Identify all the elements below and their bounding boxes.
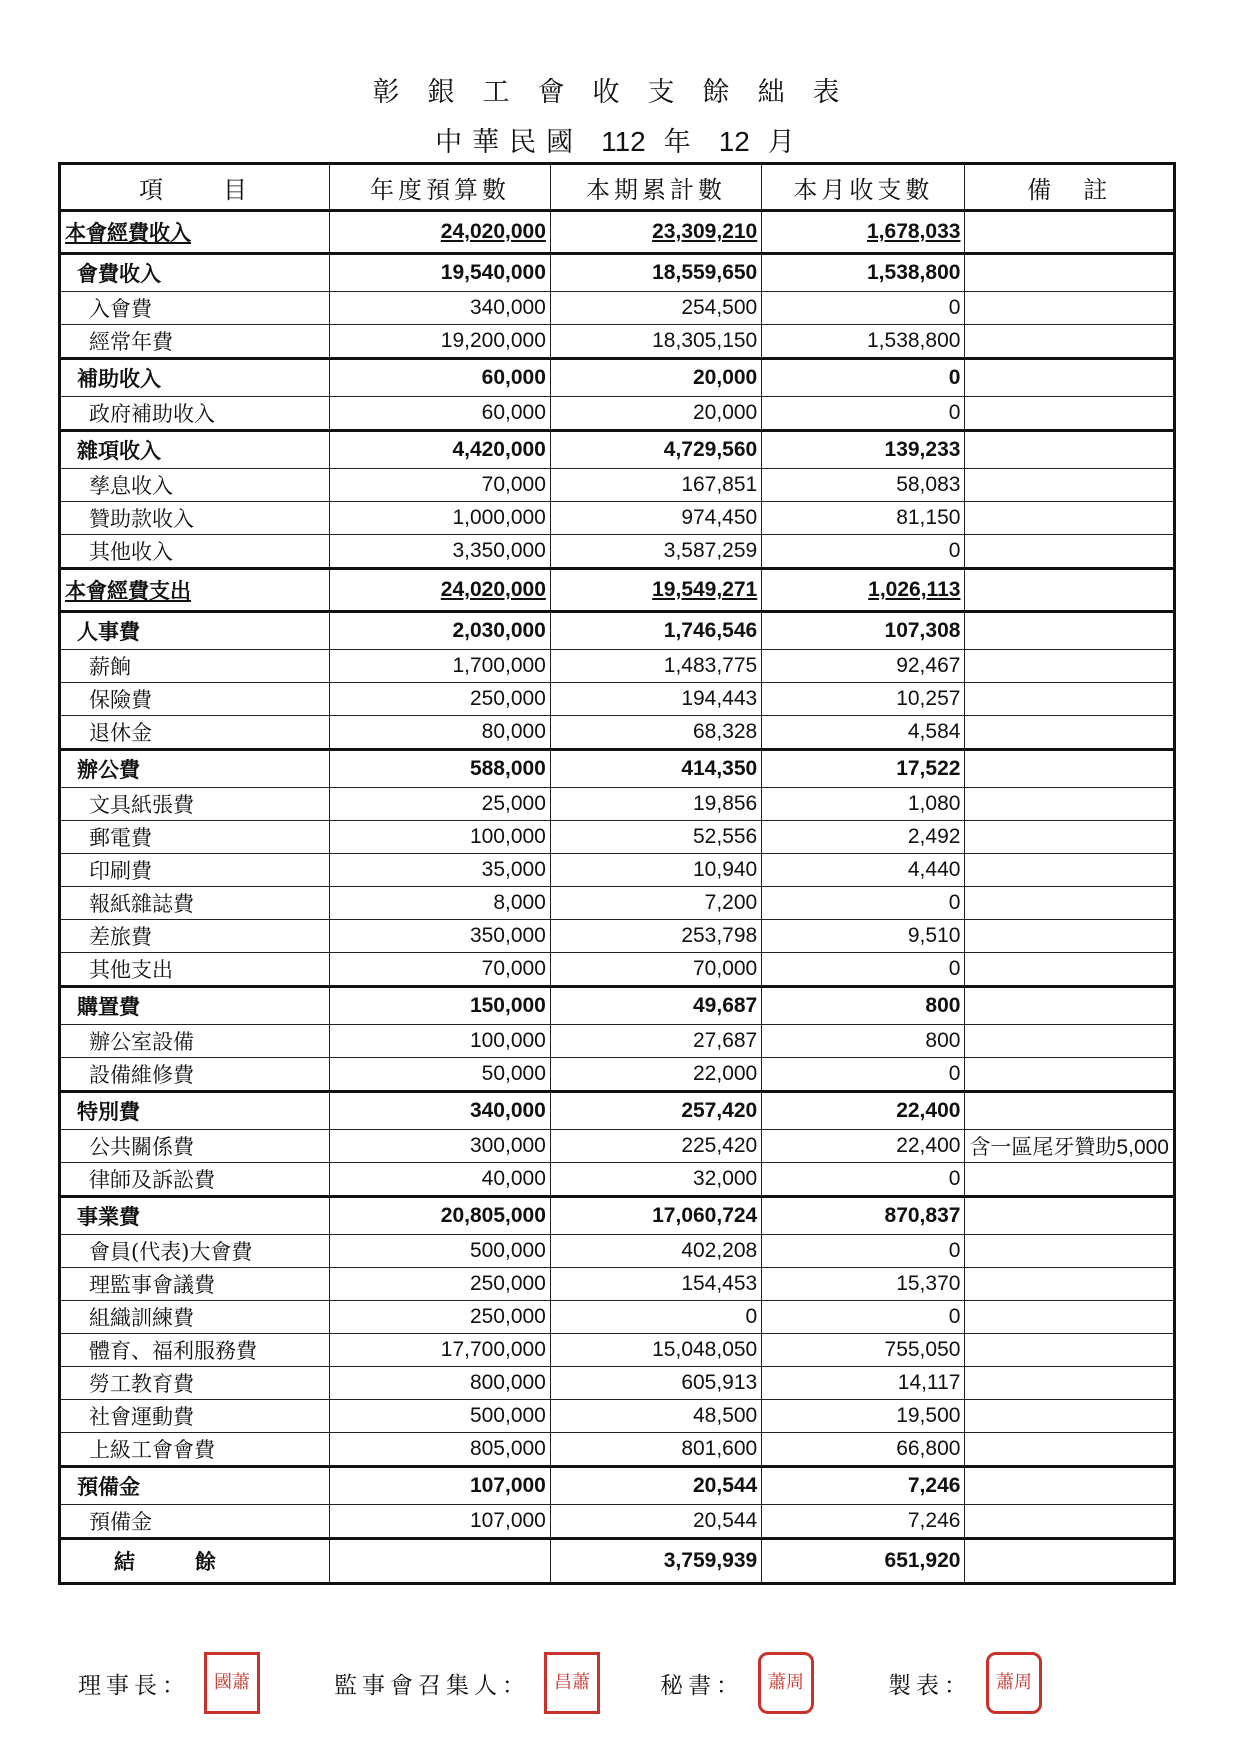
row-note	[965, 683, 1175, 716]
signature-secretary	[660, 1652, 814, 1714]
row-item-name: 律師及訴訟費	[60, 1163, 330, 1197]
column-header-cumulative: 本期累計數	[550, 164, 761, 211]
row-cumulative: 18,559,650	[550, 254, 761, 292]
row-budget: 70,000	[330, 469, 551, 502]
row-budget: 35,000	[330, 854, 551, 887]
document-period	[0, 120, 1240, 159]
row-item-name: 印刷費	[60, 854, 330, 887]
row-item-name: 入會費	[60, 292, 330, 325]
row-cumulative: 20,000	[550, 359, 761, 397]
row-cumulative: 254,500	[550, 292, 761, 325]
table-row	[60, 469, 1175, 502]
row-monthly: 0	[762, 359, 965, 397]
row-item-name: 預備金	[60, 1505, 330, 1539]
document-title: 彰銀工會收支餘絀表	[372, 77, 868, 108]
section-row	[60, 359, 1175, 397]
row-note	[965, 788, 1175, 821]
row-item-name: 其他收入	[60, 535, 330, 569]
row-budget: 300,000	[330, 1130, 551, 1163]
table-row	[60, 854, 1175, 887]
row-cumulative: 32,000	[550, 1163, 761, 1197]
section-row	[60, 1197, 1175, 1235]
seal-stamp: 蕭周	[986, 1652, 1042, 1714]
row-budget: 1,700,000	[330, 650, 551, 683]
row-budget: 25,000	[330, 788, 551, 821]
row-item-name: 文具紙張費	[60, 788, 330, 821]
row-budget: 100,000	[330, 821, 551, 854]
row-budget: 250,000	[330, 683, 551, 716]
row-budget: 4,420,000	[330, 431, 551, 469]
row-monthly: 0	[762, 1235, 965, 1268]
row-item-name: 結餘	[60, 1539, 330, 1584]
row-budget: 80,000	[330, 716, 551, 750]
row-item-name: 特別費	[60, 1092, 330, 1130]
section-row	[60, 569, 1175, 612]
row-note	[965, 650, 1175, 683]
row-monthly: 0	[762, 397, 965, 431]
row-monthly: 66,800	[762, 1433, 965, 1467]
row-cumulative: 3,587,259	[550, 535, 761, 569]
row-item-name: 人事費	[60, 612, 330, 650]
row-budget: 588,000	[330, 750, 551, 788]
table-row	[60, 788, 1175, 821]
table-row	[60, 1130, 1175, 1163]
table-row	[60, 650, 1175, 683]
section-row	[60, 1092, 1175, 1130]
row-budget: 500,000	[330, 1235, 551, 1268]
row-item-name: 報紙雜誌費	[60, 887, 330, 920]
table-row	[60, 920, 1175, 953]
row-monthly: 58,083	[762, 469, 965, 502]
year-value: 112	[601, 126, 646, 157]
row-monthly: 1,080	[762, 788, 965, 821]
seal-stamp: 昌蕭	[544, 1652, 600, 1714]
row-item-name: 事業費	[60, 1197, 330, 1235]
row-item-name: 預備金	[60, 1467, 330, 1505]
row-note	[965, 953, 1175, 987]
section-row	[60, 987, 1175, 1025]
row-note	[965, 569, 1175, 612]
column-header-budget: 年度預算數	[330, 164, 551, 211]
row-monthly: 800	[762, 987, 965, 1025]
table-row	[60, 1235, 1175, 1268]
row-cumulative: 7,200	[550, 887, 761, 920]
row-monthly: 19,500	[762, 1400, 965, 1433]
row-budget: 19,540,000	[330, 254, 551, 292]
row-cumulative: 18,305,150	[550, 325, 761, 359]
row-cumulative: 68,328	[550, 716, 761, 750]
row-monthly: 870,837	[762, 1197, 965, 1235]
row-cumulative: 70,000	[550, 953, 761, 987]
signature-label: 監事會召集人：	[334, 1672, 530, 1699]
row-note	[965, 1058, 1175, 1092]
section-row	[60, 211, 1175, 254]
row-budget: 24,020,000	[330, 211, 551, 254]
row-cumulative: 10,940	[550, 854, 761, 887]
row-cumulative: 154,453	[550, 1268, 761, 1301]
year-unit: 年	[663, 127, 701, 158]
table-row	[60, 1301, 1175, 1334]
row-item-name: 會費收入	[60, 254, 330, 292]
row-budget: 70,000	[330, 953, 551, 987]
row-note	[965, 1367, 1175, 1400]
row-note	[965, 1467, 1175, 1505]
column-header-monthly: 本月收支數	[762, 164, 965, 211]
row-item-name: 本會經費支出	[60, 569, 330, 612]
row-monthly: 1,026,113	[762, 569, 965, 612]
table-row	[60, 683, 1175, 716]
row-monthly: 1,538,800	[762, 254, 965, 292]
row-cumulative: 19,549,271	[550, 569, 761, 612]
row-cumulative: 17,060,724	[550, 1197, 761, 1235]
table-row	[60, 502, 1175, 535]
table-row	[60, 1433, 1175, 1467]
row-cumulative: 414,350	[550, 750, 761, 788]
row-item-name: 政府補助收入	[60, 397, 330, 431]
row-item-name: 其他支出	[60, 953, 330, 987]
row-cumulative: 605,913	[550, 1367, 761, 1400]
section-row	[60, 1467, 1175, 1505]
signature-label: 理事長：	[78, 1672, 190, 1699]
row-budget: 500,000	[330, 1400, 551, 1433]
row-note	[965, 325, 1175, 359]
row-budget: 800,000	[330, 1367, 551, 1400]
row-cumulative: 27,687	[550, 1025, 761, 1058]
row-note	[965, 854, 1175, 887]
row-monthly: 22,400	[762, 1092, 965, 1130]
row-monthly: 2,492	[762, 821, 965, 854]
row-item-name: 勞工教育費	[60, 1367, 330, 1400]
row-monthly: 651,920	[762, 1539, 965, 1584]
row-monthly: 0	[762, 1163, 965, 1197]
row-budget: 60,000	[330, 359, 551, 397]
signature-chairman	[78, 1652, 260, 1714]
table-header-row	[60, 164, 1175, 211]
row-budget: 150,000	[330, 987, 551, 1025]
row-monthly: 755,050	[762, 1334, 965, 1367]
row-budget: 805,000	[330, 1433, 551, 1467]
row-budget: 100,000	[330, 1025, 551, 1058]
row-item-name: 社會運動費	[60, 1400, 330, 1433]
row-item-name: 理監事會議費	[60, 1268, 330, 1301]
row-budget: 17,700,000	[330, 1334, 551, 1367]
row-budget: 3,350,000	[330, 535, 551, 569]
row-item-name: 雜項收入	[60, 431, 330, 469]
row-budget: 107,000	[330, 1467, 551, 1505]
row-monthly: 22,400	[762, 1130, 965, 1163]
row-item-name: 組織訓練費	[60, 1301, 330, 1334]
table-row	[60, 1334, 1175, 1367]
row-monthly: 17,522	[762, 750, 965, 788]
row-note	[965, 1334, 1175, 1367]
row-note	[965, 359, 1175, 397]
table-row	[60, 325, 1175, 359]
row-monthly: 9,510	[762, 920, 965, 953]
row-item-name: 贊助款收入	[60, 502, 330, 535]
row-item-name: 差旅費	[60, 920, 330, 953]
row-note	[965, 1433, 1175, 1467]
row-note	[965, 1197, 1175, 1235]
row-cumulative: 402,208	[550, 1235, 761, 1268]
row-budget: 250,000	[330, 1268, 551, 1301]
row-note	[965, 502, 1175, 535]
row-budget: 60,000	[330, 397, 551, 431]
row-note	[965, 1235, 1175, 1268]
row-item-name: 孳息收入	[60, 469, 330, 502]
income-expense-table	[58, 162, 1176, 1585]
row-item-name: 上級工會會費	[60, 1433, 330, 1467]
row-item-name: 補助收入	[60, 359, 330, 397]
row-budget: 24,020,000	[330, 569, 551, 612]
row-monthly: 1,538,800	[762, 325, 965, 359]
row-item-name: 經常年費	[60, 325, 330, 359]
row-cumulative: 20,544	[550, 1467, 761, 1505]
month-unit: 月	[767, 127, 805, 158]
row-note	[965, 469, 1175, 502]
row-cumulative: 20,544	[550, 1505, 761, 1539]
row-cumulative: 15,048,050	[550, 1334, 761, 1367]
row-monthly: 0	[762, 1058, 965, 1092]
row-item-name: 退休金	[60, 716, 330, 750]
table-row	[60, 1505, 1175, 1539]
row-budget: 2,030,000	[330, 612, 551, 650]
row-monthly: 81,150	[762, 502, 965, 535]
table-row	[60, 953, 1175, 987]
row-cumulative: 801,600	[550, 1433, 761, 1467]
row-budget: 8,000	[330, 887, 551, 920]
row-note	[965, 397, 1175, 431]
row-cumulative: 167,851	[550, 469, 761, 502]
row-note	[965, 292, 1175, 325]
row-monthly: 0	[762, 292, 965, 325]
row-item-name: 公共關係費	[60, 1130, 330, 1163]
seal-stamp: 蕭周	[758, 1652, 814, 1714]
row-monthly: 4,440	[762, 854, 965, 887]
row-budget	[330, 1539, 551, 1584]
row-note	[965, 612, 1175, 650]
row-note: 含一區尾牙贊助5,000	[965, 1130, 1175, 1163]
row-cumulative: 0	[550, 1301, 761, 1334]
row-monthly: 0	[762, 1301, 965, 1334]
row-monthly: 14,117	[762, 1367, 965, 1400]
row-budget: 50,000	[330, 1058, 551, 1092]
row-note	[965, 716, 1175, 750]
row-monthly: 800	[762, 1025, 965, 1058]
table-body	[60, 211, 1175, 1584]
row-item-name: 設備維修費	[60, 1058, 330, 1092]
table-row	[60, 1163, 1175, 1197]
table-row	[60, 1400, 1175, 1433]
row-note	[965, 821, 1175, 854]
month-value: 12	[718, 126, 750, 157]
table-row	[60, 292, 1175, 325]
column-header-note: 備 註	[965, 164, 1175, 211]
row-item-name: 購置費	[60, 987, 330, 1025]
row-budget: 340,000	[330, 292, 551, 325]
row-note	[965, 1539, 1175, 1584]
row-cumulative: 52,556	[550, 821, 761, 854]
section-row	[60, 254, 1175, 292]
row-item-name: 薪餉	[60, 650, 330, 683]
row-monthly: 0	[762, 535, 965, 569]
row-note	[965, 1025, 1175, 1058]
row-note	[965, 920, 1175, 953]
section-row	[60, 612, 1175, 650]
row-note	[965, 750, 1175, 788]
total-row	[60, 1539, 1175, 1584]
section-row	[60, 750, 1175, 788]
row-note	[965, 987, 1175, 1025]
row-cumulative: 257,420	[550, 1092, 761, 1130]
row-note	[965, 1505, 1175, 1539]
row-note	[965, 431, 1175, 469]
era-label: 中華民國	[435, 127, 584, 158]
row-note	[965, 1400, 1175, 1433]
seal-stamp: 國蕭	[204, 1652, 260, 1714]
row-budget: 1,000,000	[330, 502, 551, 535]
table-row	[60, 821, 1175, 854]
row-cumulative: 974,450	[550, 502, 761, 535]
row-budget: 19,200,000	[330, 325, 551, 359]
table-row	[60, 887, 1175, 920]
row-cumulative: 194,443	[550, 683, 761, 716]
row-note	[965, 535, 1175, 569]
row-item-name: 郵電費	[60, 821, 330, 854]
table-row	[60, 397, 1175, 431]
row-note	[965, 887, 1175, 920]
section-row	[60, 431, 1175, 469]
signature-block	[0, 1652, 1240, 1722]
row-cumulative: 225,420	[550, 1130, 761, 1163]
row-note	[965, 1163, 1175, 1197]
row-cumulative: 1,746,546	[550, 612, 761, 650]
row-cumulative: 49,687	[550, 987, 761, 1025]
row-item-name: 辦公費	[60, 750, 330, 788]
table-row	[60, 716, 1175, 750]
row-item-name: 本會經費收入	[60, 211, 330, 254]
row-budget: 250,000	[330, 1301, 551, 1334]
row-cumulative: 1,483,775	[550, 650, 761, 683]
row-monthly: 139,233	[762, 431, 965, 469]
row-monthly: 107,308	[762, 612, 965, 650]
table-row	[60, 1367, 1175, 1400]
signature-label: 秘書：	[660, 1672, 744, 1699]
column-header-item: 項 目	[60, 164, 330, 211]
row-budget: 20,805,000	[330, 1197, 551, 1235]
row-note	[965, 1268, 1175, 1301]
row-note	[965, 254, 1175, 292]
row-cumulative: 23,309,210	[550, 211, 761, 254]
row-item-name: 體育、福利服務費	[60, 1334, 330, 1367]
table-row	[60, 1025, 1175, 1058]
signature-supervisor	[334, 1652, 600, 1714]
row-budget: 340,000	[330, 1092, 551, 1130]
row-budget: 40,000	[330, 1163, 551, 1197]
row-budget: 107,000	[330, 1505, 551, 1539]
row-item-name: 辦公室設備	[60, 1025, 330, 1058]
row-budget: 350,000	[330, 920, 551, 953]
row-cumulative: 19,856	[550, 788, 761, 821]
row-monthly: 1,678,033	[762, 211, 965, 254]
signature-label: 製表：	[888, 1672, 972, 1699]
table-row	[60, 1058, 1175, 1092]
row-cumulative: 48,500	[550, 1400, 761, 1433]
signature-preparer	[888, 1652, 1042, 1714]
row-monthly: 92,467	[762, 650, 965, 683]
row-cumulative: 22,000	[550, 1058, 761, 1092]
row-monthly: 7,246	[762, 1467, 965, 1505]
row-monthly: 0	[762, 953, 965, 987]
table-row	[60, 1268, 1175, 1301]
row-cumulative: 3,759,939	[550, 1539, 761, 1584]
row-note	[965, 1092, 1175, 1130]
row-note	[965, 211, 1175, 254]
row-monthly: 15,370	[762, 1268, 965, 1301]
row-cumulative: 20,000	[550, 397, 761, 431]
row-cumulative: 253,798	[550, 920, 761, 953]
table-row	[60, 535, 1175, 569]
row-item-name: 會員(代表)大會費	[60, 1235, 330, 1268]
row-item-name: 保險費	[60, 683, 330, 716]
row-note	[965, 1301, 1175, 1334]
row-monthly: 7,246	[762, 1505, 965, 1539]
row-monthly: 10,257	[762, 683, 965, 716]
row-monthly: 0	[762, 887, 965, 920]
row-cumulative: 4,729,560	[550, 431, 761, 469]
row-monthly: 4,584	[762, 716, 965, 750]
